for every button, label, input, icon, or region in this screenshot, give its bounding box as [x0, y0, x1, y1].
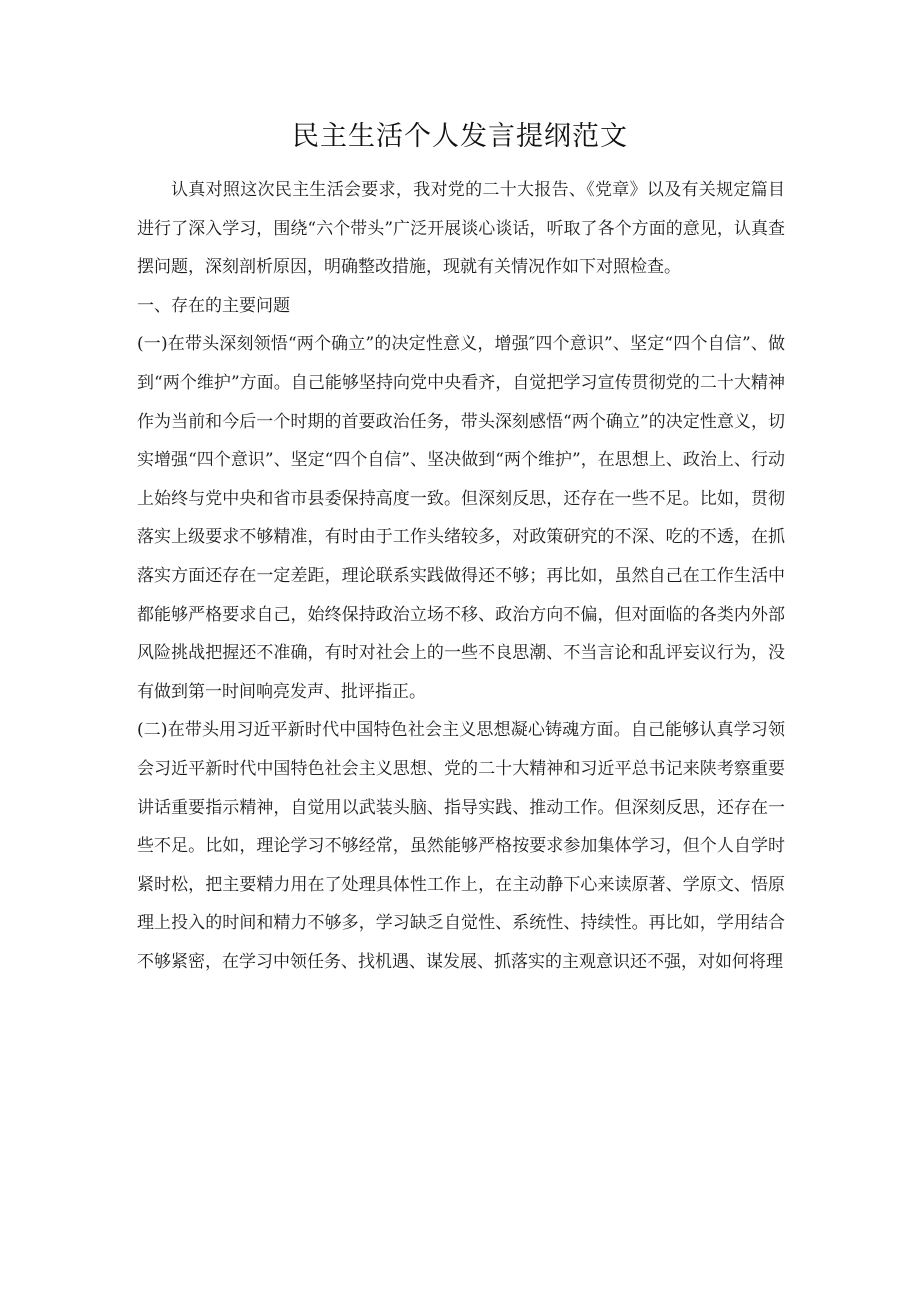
body-paragraph: (二)在带头用习近平新时代中国特色社会主义思想凝心铸魂方面。自己能够认真学习领会习近平新时代中国特色社会主义思想、党的二十大精神和习近平总书记来陕考察重要讲话重要指示精神，自觉用以武装头脑、指导实践、推动工作。但深刻反思，还存在一些不足。比如，理论学习不够经常，虽然能够严格按要求参加集体学习，但个人自学时紧时松，把主要精力用在了处理具体性工作上，在主动静下心来读原著、学原文、悟原理上投入的时间和精力不够多，学习缺乏自觉性、系统性、持续性。再比如，学用结合不够紧密，在学习中领任务、找机遇、谋发展、抓落实的主观意识还不强，对如何将理 — [137, 720, 785, 972]
document-body — [137, 171, 785, 981]
document-title: 民主生活个人发言提纲范文 — [292, 121, 628, 152]
section-heading: 一、存在的主要问题 — [137, 295, 290, 316]
intro-paragraph: 认真对照这次民主生活会要求，我对党的二十大报告、《党章》以及有关规定篇目进行了深入学习，围绕“六个带头”广泛开展谈心谈话，听取了各个方面的意见，认真查摆问题，深刻剖析原因，明确整改措施，现就有关情况作如下对照检查。 — [137, 180, 785, 278]
body-paragraph: (一)在带头深刻领悟“两个确立”的决定性意义，增强″四个意识”、坚定“四个自信”、做到“两个维护”方面。自己能够坚持向党中央看齐，自觉把学习宣传贯彻党的二十大精神作为当前和今后一个时期的首要政治任务，带头深刻感悟“两个确立”的决定性意义，切实增强“四个意识”、坚定“四个自信”、坚决做到“两个维护”，在思想上、政治上、行动上始终与党中央和省市县委保持高度一致。但深刻反思，还存在一些不足。比如，贯彻落实上级要求不够精准，有时由于工作头绪较多，对政策研究的不深、吃的不透，在抓落实方面还存在一定差距，理论联系实践做得还不够；再比如，虽然自己在工作生活中都能够严格要求自己，始终保持政治立场不移、政治方向不偏，但对面临的各类内外部风险挑战把握还不准确，有时对社会上的一些不良思潮、不当言论和乱评妄议行为，没有做到第一时间响亮发声、批评指正。 — [137, 334, 785, 702]
